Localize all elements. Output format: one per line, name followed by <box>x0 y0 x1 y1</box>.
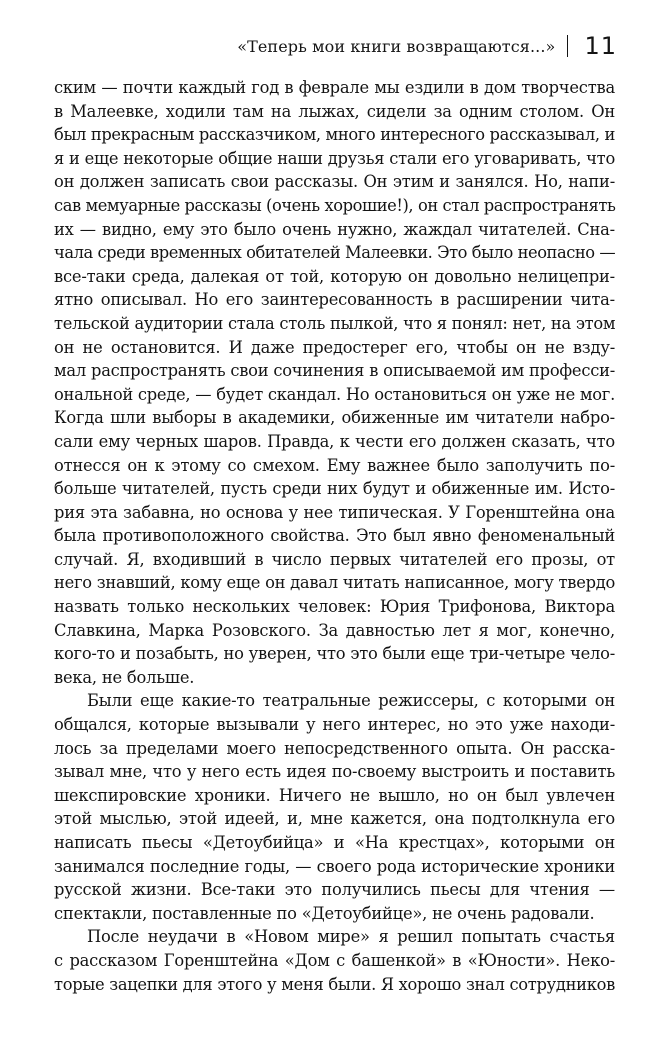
paragraph-1 <box>54 76 615 689</box>
text-line: сав мемуарные рассказы (очень хорошие!), он стал распространять <box>54 195 616 215</box>
header-divider <box>567 35 568 57</box>
text-line: века, не больше. <box>54 667 195 687</box>
text-line: шекспировские хроники. Ничего не вышло, но он был увлечен <box>54 785 615 805</box>
text-line: русской жизни. Все-таки это получились пьесы для чтения — <box>54 880 615 900</box>
text-line: спектакли, поставленные по «Детоубийце», не очень радовали. <box>54 903 595 923</box>
text-line: этой мыслью, этой идеей, и, мне кажется, она подтолкнула его <box>54 809 615 829</box>
text-line: торые зацепки для этого у меня были. Я хорошо знал сотрудников <box>54 974 615 994</box>
running-header-title: «Теперь мои книги возвращаются...» <box>237 36 556 56</box>
text-line: Когда шли выборы в академики, обиженные им читатели набро- <box>54 408 615 428</box>
paragraph-2 <box>54 689 615 925</box>
text-line: была противоположного свойства. Это был явно феноменальный <box>54 526 615 546</box>
text-line: случай. Я, входивший в число первых читателей его прозы, от <box>54 549 615 569</box>
text-line: написать пьесы «Детоубийца» и «На крестцах», которыми он <box>54 833 615 852</box>
text-line: все-таки среда, далекая от той, которую он довольно нелицепри- <box>54 266 615 286</box>
text-line: общался, которые вызывали у него интерес, но это уже находи- <box>54 715 615 735</box>
text-line: ональной среде, — будет скандал. Но остановиться он уже не мог. <box>54 384 615 404</box>
text-line: я и еще некоторые общие наши друзья стали его уговаривать, что <box>54 148 615 168</box>
text-line: кого-то и позабыть, но уверен, что это были еще три-четыре чело- <box>54 644 615 664</box>
text-line: лось за пределами моего непосредственного опыта. Он расска- <box>54 738 615 758</box>
text-line: занимался последние годы, — своего рода исторические хроники <box>54 856 615 876</box>
paragraph-3 <box>54 925 615 996</box>
text-line: назвать только нескольких человек: Юрия Трифонова, Виктора <box>54 597 615 617</box>
text-line: Славкина, Марка Розовского. За давностью лет я мог, конечно, <box>54 620 615 640</box>
text-line: он должен записать свои рассказы. Он этим и занялся. Но, напи- <box>54 172 615 192</box>
text-line: с рассказом Горенштейна «Дом с башенкой» в «Юности». Неко- <box>54 950 615 970</box>
text-line: отнесся он к этому со смехом. Ему важнее было заполучить по- <box>54 455 615 475</box>
text-line: он не остановится. И даже предостерег его, чтобы он не взду- <box>54 337 615 357</box>
text-line: зывал мне, что у него есть идея по-своему выстроить и поставить <box>54 762 615 782</box>
text-line: чала среди временных обитателей Малеевки. Это было неопасно — <box>54 243 616 263</box>
running-header <box>237 28 617 64</box>
text-line: мал распространять свои сочинения в описываемой им професси- <box>54 361 615 381</box>
text-line: него знавший, кому еще он давал читать написанное, могу твердо <box>54 573 616 593</box>
body-text <box>54 76 615 996</box>
text-line: Были еще какие-то театральные режиссеры, с которыми он <box>87 691 615 711</box>
page-number: 11 <box>584 32 617 60</box>
text-line: После неудачи в «Новом мире» я решил попытать счастья <box>87 927 615 947</box>
text-line: в Малеевке, ходили там на лыжах, сидели за одним столом. Он <box>54 101 615 121</box>
text-line: ским — почти каждый год в феврале мы ездили в дом творчества <box>54 78 615 97</box>
text-line: рия эта забавна, но основа у нее типическая. У Горенштейна она <box>54 502 615 522</box>
text-line: ятно описывал. Но его заинтересованность в расширении чита- <box>54 290 615 310</box>
text-line: их — видно, ему это было очень нужно, жаждал читателей. Сна- <box>54 219 615 239</box>
text-line: тельской аудитории стала столь пылкой, что я понял: нет, на этом <box>54 313 616 333</box>
text-line: сали ему черных шаров. Правда, к чести его должен сказать, что <box>54 431 615 451</box>
text-line: был прекрасным рассказчиком, много интересного рассказывал, и <box>54 125 615 145</box>
text-line: больше читателей, пусть среди них будут и обиженные им. Исто- <box>54 479 615 499</box>
